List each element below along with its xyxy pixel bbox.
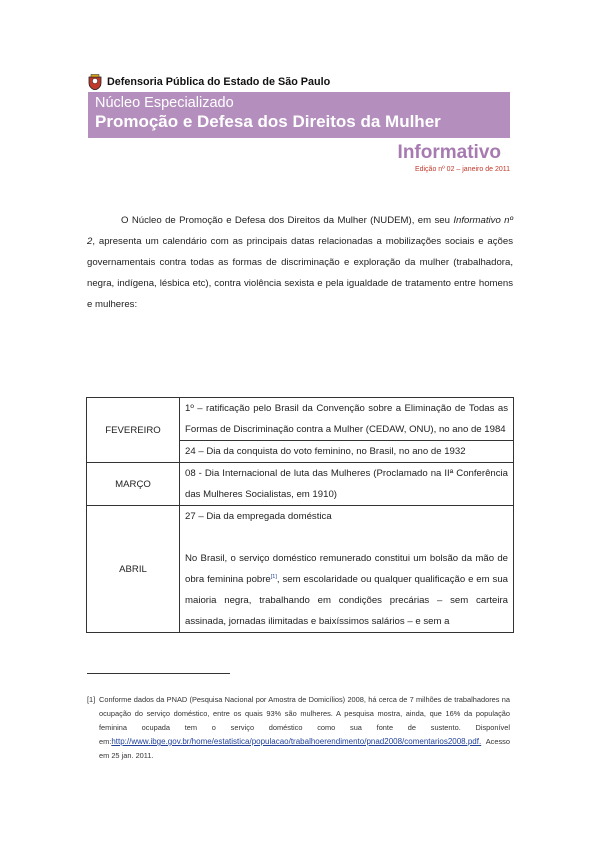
event-cell — [180, 506, 514, 633]
footnote-body — [99, 693, 510, 763]
footnote-reference-link[interactable]: [1] — [270, 573, 277, 580]
event-text: 08 - Dia Internacional de luta das Mulheres (Proclamado na IIª Conferência das Mulheres Socialistas, em 1910) — [185, 468, 508, 500]
org-header — [88, 74, 330, 90]
footnote-link[interactable]: http://www.ibge.gov.br/home/estatistica/populacao/trabalhoerendimento/pnad2008/comentarios2008.pdf. — [111, 737, 482, 746]
footnote — [87, 693, 510, 763]
coat-of-arms-icon — [88, 74, 102, 90]
event-title: 27 – Dia da empregada doméstica — [185, 511, 332, 522]
footnote-number: [1] — [87, 695, 96, 704]
event-text-end: , sem escolaridade ou qualquer qualificação e em sua maioria negra, trabalhando em condições precárias – sem carteira assinada, jornadas ilimitadas e baixíssimos salários – e sem a — [185, 574, 508, 627]
page-title: Informativo — [397, 142, 501, 163]
table-row — [87, 463, 514, 506]
event-cell — [180, 463, 514, 506]
event-text: 24 – Dia da conquista do voto feminino, no Brasil, no ano de 1932 — [185, 446, 466, 457]
banner-subtitle: Núcleo Especializado — [95, 95, 234, 111]
event-cell — [180, 398, 514, 441]
footnote-access-date: Acesso em 25 jan. 2011. — [99, 737, 510, 760]
edition-label: Edição nº 02 – janeiro de 2011 — [414, 166, 510, 173]
intro-text-end: , apresenta um calendário com as principais datas relacionadas a mobilizações sociais e ações governamentais contra todas as formas de discriminação e exploração da mulher (trabalhadora, negra, indígena, lésbica etc), contra violência sexista e pela igualdade de tratamento entre homens e mulheres: — [87, 236, 513, 310]
month-cell-fevereiro: FEVEREIRO — [87, 398, 180, 463]
footnote-divider — [87, 673, 230, 674]
event-text-start: No Brasil, o serviço doméstico remunerado constitui um bolsão da mão de obra feminina pobre — [185, 553, 508, 585]
spacer — [185, 527, 508, 548]
event-cell — [180, 441, 514, 463]
table-row — [87, 506, 514, 633]
table-row — [87, 398, 514, 441]
month-cell-marco: MARÇO — [87, 463, 180, 506]
event-text: 1º – ratificação pelo Brasil da Convenção sobre a Eliminação de Todas as Formas de Discriminação contra a Mulher (CEDAW, ONU), no ano de 1984 — [185, 403, 508, 435]
intro-italic: Informativo nº 2 — [87, 215, 513, 247]
intro-text-start: O Núcleo de Promoção e Defesa dos Direitos da Mulher (NUDEM), em seu — [121, 215, 454, 226]
org-name: Defensoria Pública do Estado de São Paulo — [107, 76, 331, 88]
event-text — [185, 548, 508, 632]
banner-title: Promoção e Defesa dos Direitos da Mulher — [95, 112, 441, 131]
month-cell-abril: ABRIL — [87, 506, 180, 633]
intro-paragraph — [87, 210, 513, 315]
calendar-table — [86, 397, 514, 633]
header-banner — [88, 92, 510, 138]
footnote-text: Conforme dados da PNAD (Pesquisa Nacional por Amostra de Domicílios) 2008, há cerca de 7 milhões de trabalhadores na ocupação do serviço doméstico, entre os quais 93% são mulheres. A pesquisa mostra, ainda, que 16% da população feminina ocupada tem o serviço doméstico como sua fonte de sustento. Disponível em: — [99, 695, 510, 746]
